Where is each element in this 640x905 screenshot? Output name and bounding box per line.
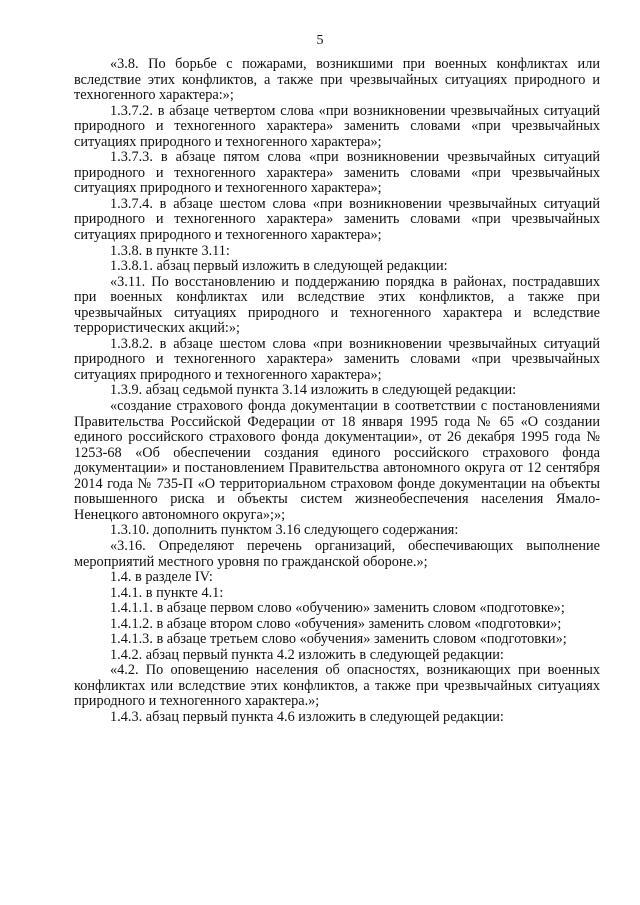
paragraph-1-4-1-2: 1.4.1.2. в абзаце втором слово «обучения» заменить словом «подготовки»; — [110, 615, 562, 632]
paragraph-3-16-quote: «3.16. Определяют перечень организаций, обеспечивающих выполнение мероприятий местного уровня по гражданской обороне.»; — [74, 537, 600, 570]
paragraph-1-4-1-1: 1.4.1.1. в абзаце первом слово «обучению» заменить словом «подготовке»; — [110, 600, 565, 617]
paragraph-4-2-quote: «4.2. По оповещению населения об опасностях, возникающих при военных конфликтах или вследствие этих конфликтов, а также при чрезвычайных ситуациях природного и техногенного характера.»; — [74, 662, 600, 710]
document-body — [74, 57, 600, 726]
paragraph-1-3-9: 1.3.9. абзац седьмой пункта 3.14 изложить в следующей редакции: — [110, 382, 517, 399]
page-number: 5 — [316, 33, 324, 48]
paragraph-1-3-7-4: 1.3.7.4. в абзаце шестом слова «при возникновении чрезвычайных ситуаций природного и техногенного характера» заменить словами «при чрезвычайных ситуациях природного и техногенного характера»; — [74, 195, 600, 244]
paragraph-1-3-8: 1.3.8. в пункте 3.11: — [110, 242, 230, 259]
paragraph-3-11-quote: «3.11. По восстановлению и поддержанию порядка в районах, пострадавших при военных конфликтах или вследствие этих конфликтов, а также при чрезвычайных ситуациях природного и техногенного характера и вследствие террористических акций:»; — [74, 273, 600, 337]
paragraph-1-3-8-1: 1.3.8.1. абзац первый изложить в следующей редакции: — [110, 258, 448, 275]
paragraph-1-4-1: 1.4.1. в пункте 4.1: — [110, 584, 224, 601]
paragraph-1-3-7-3: 1.3.7.3. в абзаце пятом слова «при возникновении чрезвычайных ситуаций природного и техногенного характера» заменить словами «при чрезвычайных ситуациях природного и техногенного характера»; — [74, 149, 600, 197]
paragraph-1-4-2: 1.4.2. абзац первый пункта 4.2 изложить в следующей редакции: — [110, 646, 504, 663]
paragraph-1-3-7-2: 1.3.7.2. в абзаце четвертом слова «при возникновении чрезвычайных ситуаций природного и техногенного характера» заменить словами «при чрезвычайных ситуациях природного и техногенного характера»; — [74, 102, 600, 150]
paragraph-1-4-3: 1.4.3. абзац первый пункта 4.6 изложить в следующей редакции: — [110, 708, 504, 725]
paragraph-insurance-fund-quote: «создание страхового фонда документации в соответствии с постановлениями Правительства Российской Федерации от 18 января 1995 года № 65 «О создании единого российского страхового фонда документации», от 26 декабря 1995 года № 1253-68 «Об обеспечении создания единого российского страхового фонда документации» и постановлением Правительства автономного округа от 12 сентября 2014 года № 735-П «О территориальном страховом фонде документации на объекты повышенного риска и объекты систем жизнеобеспечения населения Ямало-Ненецкого автономного округа»;»; — [74, 398, 600, 523]
paragraph-1-3-8-2: 1.3.8.2. в абзаце шестом слова «при возникновении чрезвычайных ситуаций природного и техногенного характера» заменить словами «при чрезвычайных ситуациях природного и техногенного характера»; — [74, 335, 600, 383]
paragraph-1-4: 1.4. в разделе IV: — [110, 569, 213, 586]
paragraph-3-8-quote: «3.8. По борьбе с пожарами, возникшими при военных конфликтах или вследствие этих конфликтов, а также при чрезвычайных ситуациях природного и техногенного характера:»; — [74, 56, 600, 104]
paragraph-1-4-1-3: 1.4.1.3. в абзаце третьем слово «обучения» заменить словом «подготовки»; — [110, 631, 567, 648]
paragraph-1-3-10: 1.3.10. дополнить пунктом 3.16 следующего содержания: — [110, 522, 459, 539]
